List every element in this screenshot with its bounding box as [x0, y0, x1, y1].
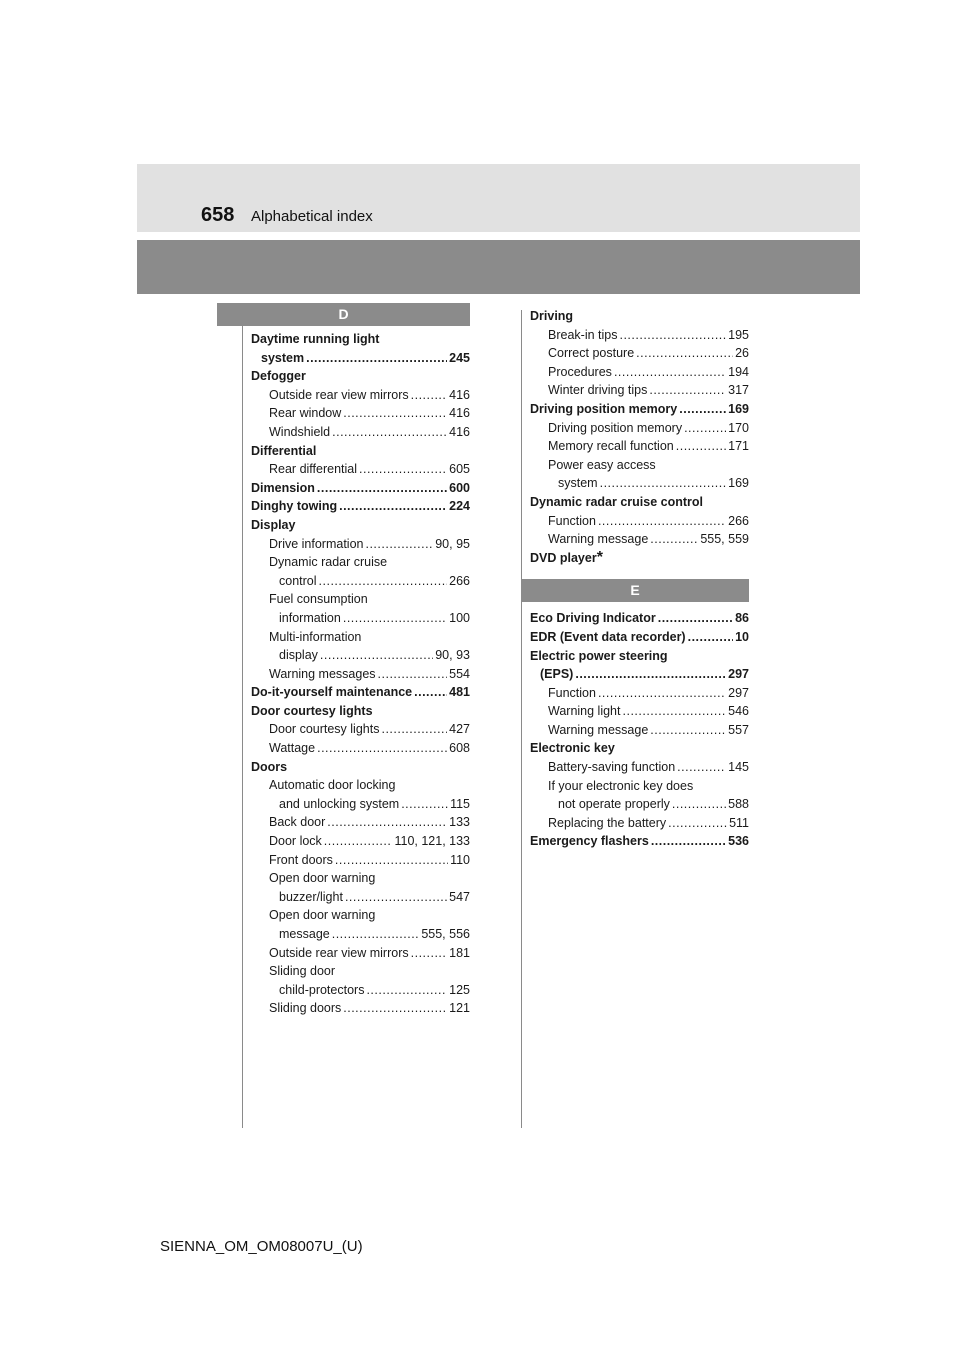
index-entry-text: Driving position memory: [548, 420, 683, 435]
page-title: Alphabetical index: [251, 208, 373, 225]
index-entry-text: Wattage: [269, 741, 316, 756]
index-list-d: [251, 330, 470, 1018]
index-page-ref[interactable]: 416: [449, 424, 470, 439]
dot-leader: [676, 437, 726, 456]
index-entry-text: Dinghy towing: [251, 499, 338, 514]
index-page-ref[interactable]: 100: [449, 610, 470, 625]
column-divider-right: [521, 310, 522, 1128]
index-entry[interactable]: [251, 832, 470, 851]
index-entry-text: Procedures: [548, 364, 612, 379]
dot-leader: [335, 851, 448, 870]
page-number: 658: [201, 204, 235, 226]
index-entry-text: Outside rear view mirrors: [269, 387, 409, 402]
dot-leader: [343, 999, 447, 1018]
dot-leader: [306, 349, 447, 368]
index-page-ref[interactable]: 90, 93: [435, 648, 470, 663]
index-entry-text: Front doors: [269, 852, 333, 867]
index-entry[interactable]: [530, 512, 749, 531]
index-page-ref[interactable]: 245: [449, 350, 470, 365]
index-entry-text: EDR (Event data recorder): [530, 629, 686, 644]
index-entry[interactable]: [530, 326, 749, 345]
index-page-ref[interactable]: 26: [735, 346, 749, 361]
index-entry-text: Sliding door: [269, 964, 336, 979]
index-entry[interactable]: [251, 683, 470, 702]
index-entry-text: DVD player: [530, 550, 597, 565]
index-entry-text: Function: [548, 513, 596, 528]
index-entry: [251, 869, 470, 888]
dot-leader: [378, 665, 448, 684]
index-entry[interactable]: [251, 609, 470, 628]
index-entry: [251, 330, 470, 349]
dot-leader: [614, 363, 726, 382]
index-entry[interactable]: [251, 349, 470, 368]
index-page-ref[interactable]: 547: [449, 889, 470, 904]
index-entry[interactable]: [251, 944, 470, 963]
index-entry-text: (EPS): [540, 667, 574, 682]
index-entry-text: Electric power steering: [530, 648, 668, 663]
index-page-ref[interactable]: 169: [728, 401, 749, 416]
dot-leader: [343, 404, 447, 423]
index-entry[interactable]: [251, 851, 470, 870]
dot-leader: [672, 795, 726, 814]
index-entry-text: Multi-information: [269, 629, 362, 644]
index-entry[interactable]: [251, 479, 470, 498]
index-entry-text: Emergency flashers: [530, 834, 649, 849]
index-page-ref[interactable]: 10: [735, 629, 749, 644]
index-entry-text: Warning message: [548, 722, 649, 737]
index-page-ref[interactable]: 554: [449, 666, 470, 681]
dot-leader: [684, 419, 726, 438]
dot-leader: [320, 646, 433, 665]
index-page-ref[interactable]: 416: [449, 387, 470, 402]
index-column-right: [530, 307, 749, 851]
index-entry-text: Door courtesy lights: [251, 703, 373, 718]
index-entry-text: Daytime running light: [251, 332, 380, 346]
index-entry[interactable]: [251, 739, 470, 758]
index-entry-text: Warning message: [548, 532, 649, 547]
index-entry-text: system: [261, 350, 305, 365]
index-page-ref[interactable]: 169: [728, 476, 749, 491]
dot-leader: [332, 925, 420, 944]
index-entry-text: information: [279, 610, 341, 625]
index-entry-text: Power easy access: [548, 457, 656, 472]
dot-leader: [359, 460, 447, 479]
index-entry: [530, 456, 749, 475]
dot-leader: [679, 400, 726, 419]
index-page-ref[interactable]: 600: [449, 480, 470, 495]
index-page-ref[interactable]: 195: [728, 327, 749, 342]
index-entry[interactable]: [530, 400, 749, 419]
index-entry[interactable]: [530, 419, 749, 438]
index-page-ref[interactable]: 266: [449, 573, 470, 588]
document-id: SIENNA_OM_OM08007U_(U): [160, 1238, 363, 1255]
dot-leader: [327, 813, 447, 832]
index-entry-text: Driving: [530, 309, 574, 323]
index-page-ref[interactable]: 110, 121, 133: [394, 834, 470, 849]
index-entry[interactable]: [251, 665, 470, 684]
index-entry-text: Correct posture: [548, 346, 635, 361]
index-entry-text: Door lock: [269, 834, 322, 849]
index-entry-text: Rear window: [269, 406, 342, 421]
index-entry-text: Defogger: [251, 369, 306, 384]
index-entry: [251, 516, 470, 535]
dot-leader: [339, 497, 447, 516]
index-entry: [251, 367, 470, 386]
dot-leader: [650, 530, 698, 549]
index-entry-text: Do-it-yourself maintenance: [251, 685, 413, 700]
index-entry: [251, 590, 470, 609]
dot-leader: [598, 684, 726, 703]
index-page-ref[interactable]: 86: [735, 611, 749, 626]
index-entry: [251, 776, 470, 795]
page-header: [137, 164, 860, 232]
index-entry-text: Electronic key: [530, 741, 615, 756]
index-entry: [251, 962, 470, 981]
header-band: [137, 240, 860, 294]
dot-leader: [658, 609, 733, 628]
index-entry-text: Back door: [269, 815, 326, 830]
index-page-ref[interactable]: 266: [728, 513, 749, 528]
dot-leader: [345, 888, 447, 907]
index-entry-text: and unlocking system: [279, 796, 400, 811]
index-entry: [251, 906, 470, 925]
index-page-ref[interactable]: 133: [449, 815, 470, 830]
index-entry[interactable]: [530, 684, 749, 703]
index-entry-text: system: [558, 476, 598, 491]
dot-leader: [636, 344, 733, 363]
index-list-e: [530, 609, 749, 851]
index-entry: [251, 758, 470, 777]
index-entry-text: Eco Driving Indicator: [530, 611, 656, 626]
dot-leader: [317, 739, 447, 758]
index-entry[interactable]: [530, 530, 749, 549]
dot-leader: [649, 381, 726, 400]
index-entry[interactable]: [530, 344, 749, 363]
index-entry[interactable]: [530, 437, 749, 456]
index-entry[interactable]: [251, 386, 470, 405]
index-page-ref[interactable]: 171: [728, 439, 749, 454]
index-entry[interactable]: [530, 832, 749, 851]
index-entry-text: Battery-saving function: [548, 760, 676, 775]
index-entry[interactable]: [251, 497, 470, 516]
dot-leader: [401, 795, 448, 814]
index-page-ref[interactable]: 297: [728, 685, 749, 700]
index-entry[interactable]: [530, 665, 749, 684]
dot-leader: [619, 326, 726, 345]
index-entry-text: Open door warning: [269, 871, 376, 886]
index-page-ref[interactable]: 557: [728, 722, 749, 737]
dot-leader: [319, 572, 448, 591]
index-entry-text: Fuel consumption: [269, 592, 368, 607]
index-entry-text: control: [279, 573, 317, 588]
index-entry-text: not operate properly: [558, 797, 670, 812]
index-entry[interactable]: [530, 381, 749, 400]
index-entry-text: Replacing the battery: [548, 815, 667, 830]
index-entry-text: Warning light: [548, 704, 621, 719]
dot-leader: [324, 832, 393, 851]
dot-leader: [598, 512, 726, 531]
index-entry-text: Function: [548, 685, 596, 700]
index-page-ref[interactable]: 481: [449, 685, 470, 700]
dot-leader: [651, 832, 726, 851]
dot-leader: [650, 721, 726, 740]
dot-leader: [668, 814, 727, 833]
index-entry-dvd-player[interactable]: DVD player *: [530, 548, 603, 566]
index-entry-text: Warning messages: [269, 666, 376, 681]
index-entry-text: buzzer/light: [279, 889, 343, 904]
index-entry-text: Dynamic radar cruise control: [530, 494, 703, 509]
index-entry-text: Sliding doors: [269, 1001, 342, 1016]
index-list-d-continued: [530, 307, 749, 549]
index-page-ref[interactable]: 194: [728, 364, 749, 379]
index-entry[interactable]: [251, 646, 470, 665]
index-entry[interactable]: [251, 813, 470, 832]
index-entry[interactable]: [251, 535, 470, 554]
index-page-ref[interactable]: 125: [449, 982, 470, 997]
index-page-ref[interactable]: 416: [449, 406, 470, 421]
index-entry: [530, 307, 749, 326]
index-entry-text: Drive information: [269, 536, 364, 551]
index-entry: [530, 739, 749, 758]
index-entry-text: Driving position memory: [530, 401, 678, 416]
index-entry[interactable]: [530, 702, 749, 721]
index-column-left: [251, 303, 470, 1018]
index-entry-text: Dynamic radar cruise: [269, 555, 388, 570]
dot-leader: [677, 758, 726, 777]
index-page-ref[interactable]: 536: [728, 834, 749, 849]
index-entry-text: message: [279, 927, 330, 941]
index-page-ref[interactable]: 181: [449, 945, 470, 960]
index-page-ref[interactable]: 115: [450, 796, 470, 811]
dot-leader: [623, 702, 727, 721]
index-page-ref[interactable]: 588: [728, 797, 749, 812]
index-entry[interactable]: [530, 795, 749, 814]
dot-leader: [575, 665, 726, 684]
dot-leader: [411, 386, 448, 405]
index-page-ref[interactable]: 145: [728, 760, 749, 775]
index-entry[interactable]: [530, 628, 749, 647]
dot-leader: [365, 535, 433, 554]
index-entry[interactable]: [251, 999, 470, 1018]
index-page-ref[interactable]: 224: [449, 499, 470, 514]
index-entry-text: Automatic door locking: [269, 778, 396, 793]
dot-leader: [411, 944, 448, 963]
index-entry[interactable]: [530, 474, 749, 493]
dot-leader: [332, 423, 447, 442]
index-page-ref[interactable]: 297: [728, 667, 749, 682]
index-entry-text: Door courtesy lights: [269, 722, 380, 737]
index-entry-text: Doors: [251, 759, 288, 774]
index-entry-text: Dimension: [251, 480, 315, 495]
index-page-ref[interactable]: 427: [449, 722, 470, 737]
index-page-ref[interactable]: 608: [449, 741, 470, 756]
dot-leader: [317, 479, 447, 498]
index-page-ref[interactable]: 546: [728, 704, 749, 719]
index-entry: [251, 628, 470, 647]
index-entry-text: Differential: [251, 443, 317, 458]
index-entry-text: Memory recall function: [548, 439, 674, 454]
index-entry-text: child-protectors: [279, 982, 365, 997]
index-entry-text: Open door warning: [269, 908, 376, 923]
dot-leader: [381, 720, 447, 739]
dot-leader: [366, 981, 447, 1000]
index-entry[interactable]: [251, 720, 470, 739]
section-header-d: D: [217, 303, 470, 326]
index-page-ref[interactable]: 511: [729, 815, 749, 830]
index-entry: [530, 647, 749, 666]
index-entry-text: display: [279, 648, 318, 663]
index-entry-text: Display: [251, 517, 296, 532]
index-entry[interactable]: [251, 925, 470, 944]
index-entry[interactable]: [251, 795, 470, 814]
index-page-ref[interactable]: 110: [450, 852, 470, 867]
index-entry[interactable]: [530, 609, 749, 628]
index-entry: [530, 493, 749, 512]
index-entry[interactable]: [251, 572, 470, 591]
index-entry-text: Outside rear view mirrors: [269, 945, 409, 960]
index-entry[interactable]: [251, 460, 470, 479]
dot-leader: [600, 474, 727, 493]
section-header-e: E: [521, 579, 749, 602]
index-entry[interactable]: [530, 758, 749, 777]
index-entry-text: If your electronic key does: [548, 778, 694, 793]
index-page-ref[interactable]: 555, 559: [700, 532, 749, 547]
index-page-ref[interactable]: 90, 95: [435, 536, 470, 551]
index-page-ref[interactable]: 605: [449, 462, 470, 477]
index-page-ref[interactable]: 555, 556: [421, 927, 470, 941]
index-entry-text: Winter driving tips: [548, 383, 648, 398]
index-entry: [251, 442, 470, 461]
index-entry[interactable]: [251, 981, 470, 1000]
index-entry: [251, 702, 470, 721]
index-entry[interactable]: [530, 363, 749, 382]
index-page-ref[interactable]: 170: [728, 420, 749, 435]
index-entry[interactable]: [530, 721, 749, 740]
index-page-ref[interactable]: 317: [728, 383, 749, 398]
index-entry[interactable]: [251, 888, 470, 907]
index-entry-text: Windshield: [269, 424, 331, 439]
index-entry-text: Rear differential: [269, 462, 358, 477]
index-page-ref[interactable]: 121: [449, 1001, 470, 1016]
index-entry-text: Break-in tips: [548, 327, 618, 342]
column-divider-left: [242, 310, 243, 1128]
index-entry[interactable]: [251, 404, 470, 423]
dot-leader: [343, 609, 447, 628]
index-entry: [251, 553, 470, 572]
index-entry: [530, 777, 749, 796]
index-entry[interactable]: [530, 814, 749, 833]
dot-leader: [688, 628, 733, 647]
index-entry[interactable]: [251, 423, 470, 442]
dot-leader: [414, 683, 447, 702]
